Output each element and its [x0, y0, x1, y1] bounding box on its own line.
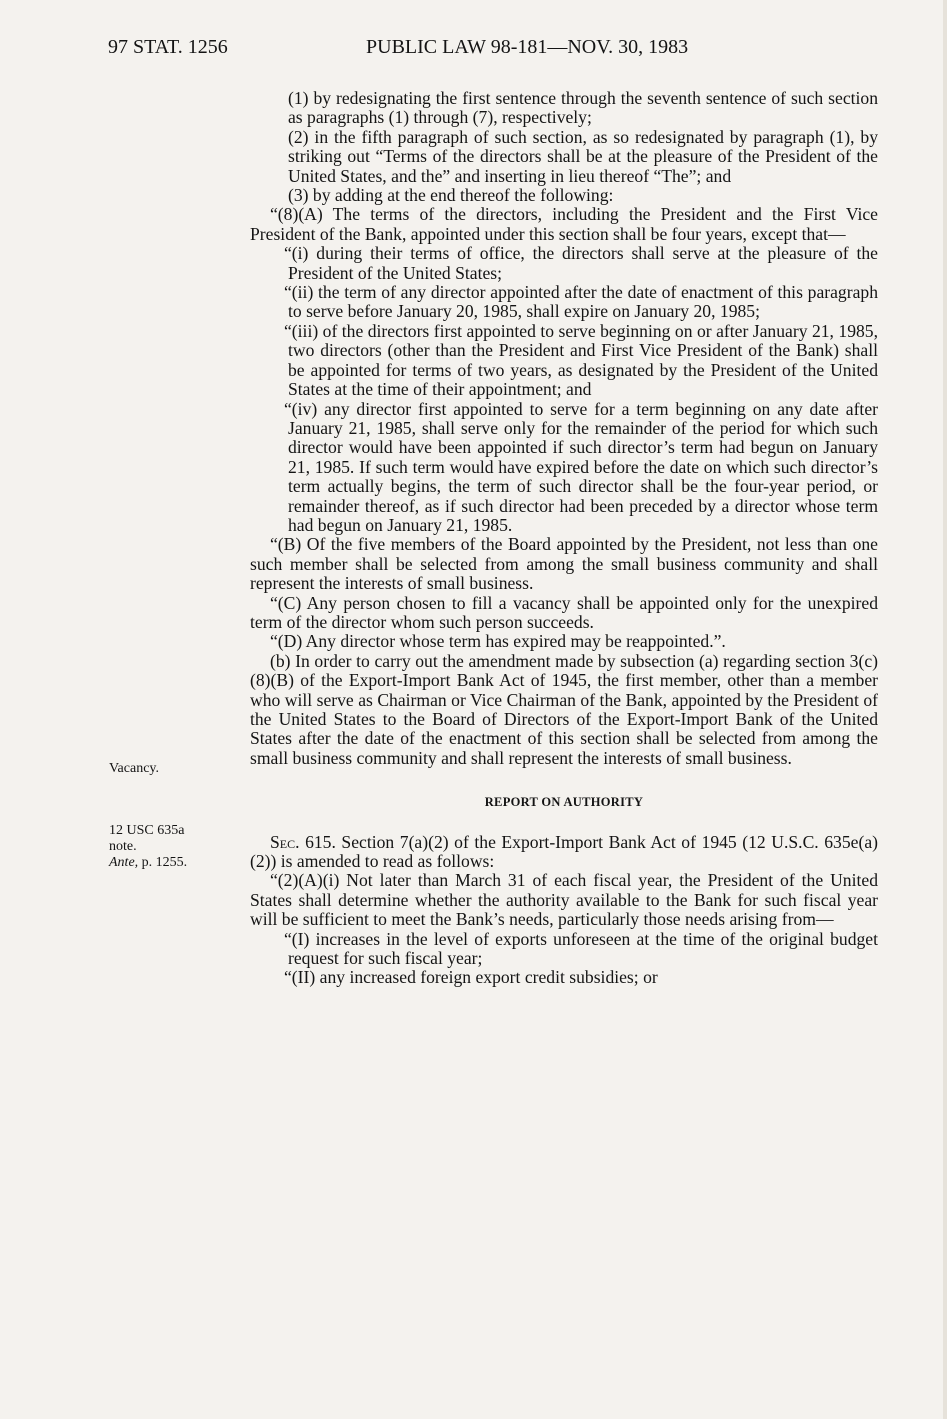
ante-word: Ante,	[109, 855, 139, 870]
stat-citation: 97 STAT. 1256	[108, 36, 228, 58]
page-header	[108, 36, 754, 66]
paragraph-2: (2) in the fifth paragraph of such section, as so redesignated by paragraph (1), by striking out “Terms of the directors shall be at the pleasure of the President of the United States, and the” and inserting in lieu thereof “The”; and	[288, 126, 878, 186]
section-label: Sec. 615.	[270, 831, 336, 852]
clause-iii: “(iii) of the directors first appointed to serve beginning on or after January 21, 1985, two directors (other than the President and First Vice President of the Bank) shall be appointed for terms of two years, as designated by the President of the United States at the time of their appointment; and	[284, 320, 878, 400]
margin-note-vacancy: Vacancy.	[109, 761, 160, 776]
margin-note-usc-citation	[109, 823, 187, 871]
paragraph-8c: “(C) Any person chosen to fill a vacancy shall be appointed only for the unexpired term of the director whom such person succeeds.	[250, 592, 878, 632]
section-615-text: Section 7(a)(2) of the Export-Import Bank Act of 1945 (12 U.S.C. 635e(a)(2)) is amended to read as follows:	[250, 831, 878, 872]
clause-II: “(II) any increased foreign export credit subsidies; or	[284, 967, 658, 988]
paragraph-1: (1) by redesignating the first sentence through the seventh sentence of such section as paragraphs (1) through (7), respectively;	[288, 88, 878, 128]
paragraph-8a: “(8)(A) The terms of the directors, including the President and the First Vice President of the Bank, appointed under this section shall be four years, except that—	[250, 204, 878, 244]
section-heading: REPORT ON AUTHORITY	[484, 795, 644, 810]
ante-page: p. 1255.	[138, 855, 188, 870]
paragraph-8d: “(D) Any director whose term has expired may be reappointed.”.	[270, 631, 726, 652]
clause-ii: “(ii) the term of any director appointed after the date of enactment of this paragraph to serve before January 20, 1985, shall expire on January 20, 1985;	[284, 282, 878, 322]
paragraph-3: (3) by adding at the end thereof the following:	[288, 185, 614, 206]
usc-line-1: 12 USC 635a	[109, 823, 185, 838]
clause-iv: “(iv) any director first appointed to serve for a term beginning on any date after January 21, 1985, shall serve only for the remainder of the period for which such director would have been appointed if such director’s term had begun on January 21, 1985. If such term would have expired before the date on which such director’s term actually begins, the term of such director shall be the four-year period, or remainder thereof, as if such director had been preceded by a director whose term had begun on January 21, 1985.	[284, 398, 878, 535]
ante-reference	[109, 855, 187, 871]
page-edge-shadow	[943, 0, 947, 1419]
usc-line-2: note.	[109, 839, 137, 854]
subsection-b: (b) In order to carry out the amendment made by subsection (a) regarding section 3(c)(8)(B) of the Export-Import Bank Act of 1945, the first member, other than a member who will serve as Chairman or Vice Chairman of the Bank, appointed by the President of the United States to the Board of Directors of the Export-Import Bank of the United States after the date of the enactment of this section shall be selected from among the small business community and shall represent the interests of small business.	[250, 650, 878, 768]
document-body	[250, 89, 878, 988]
paragraph-2a-i: “(2)(A)(i) Not later than March 31 of each fiscal year, the President of the United States shall determine whether the authority available to the Bank for such fiscal year will be sufficient to meet the Bank’s needs, particularly those needs arising from—	[250, 870, 878, 930]
clause-i: “(i) during their terms of office, the directors shall serve at the pleasure of the President of the United States;	[284, 243, 878, 283]
public-law-title: PUBLIC LAW 98-181—NOV. 30, 1983	[366, 36, 689, 58]
paragraph-8b: “(B) Of the five members of the Board appointed by the President, not less than one such member shall be selected from among the small business community and shall represent the interests of small business.	[250, 534, 878, 594]
section-615	[250, 833, 878, 872]
clause-I: “(I) increases in the level of exports unforeseen at the time of the original budget request for such fiscal year;	[284, 928, 878, 969]
